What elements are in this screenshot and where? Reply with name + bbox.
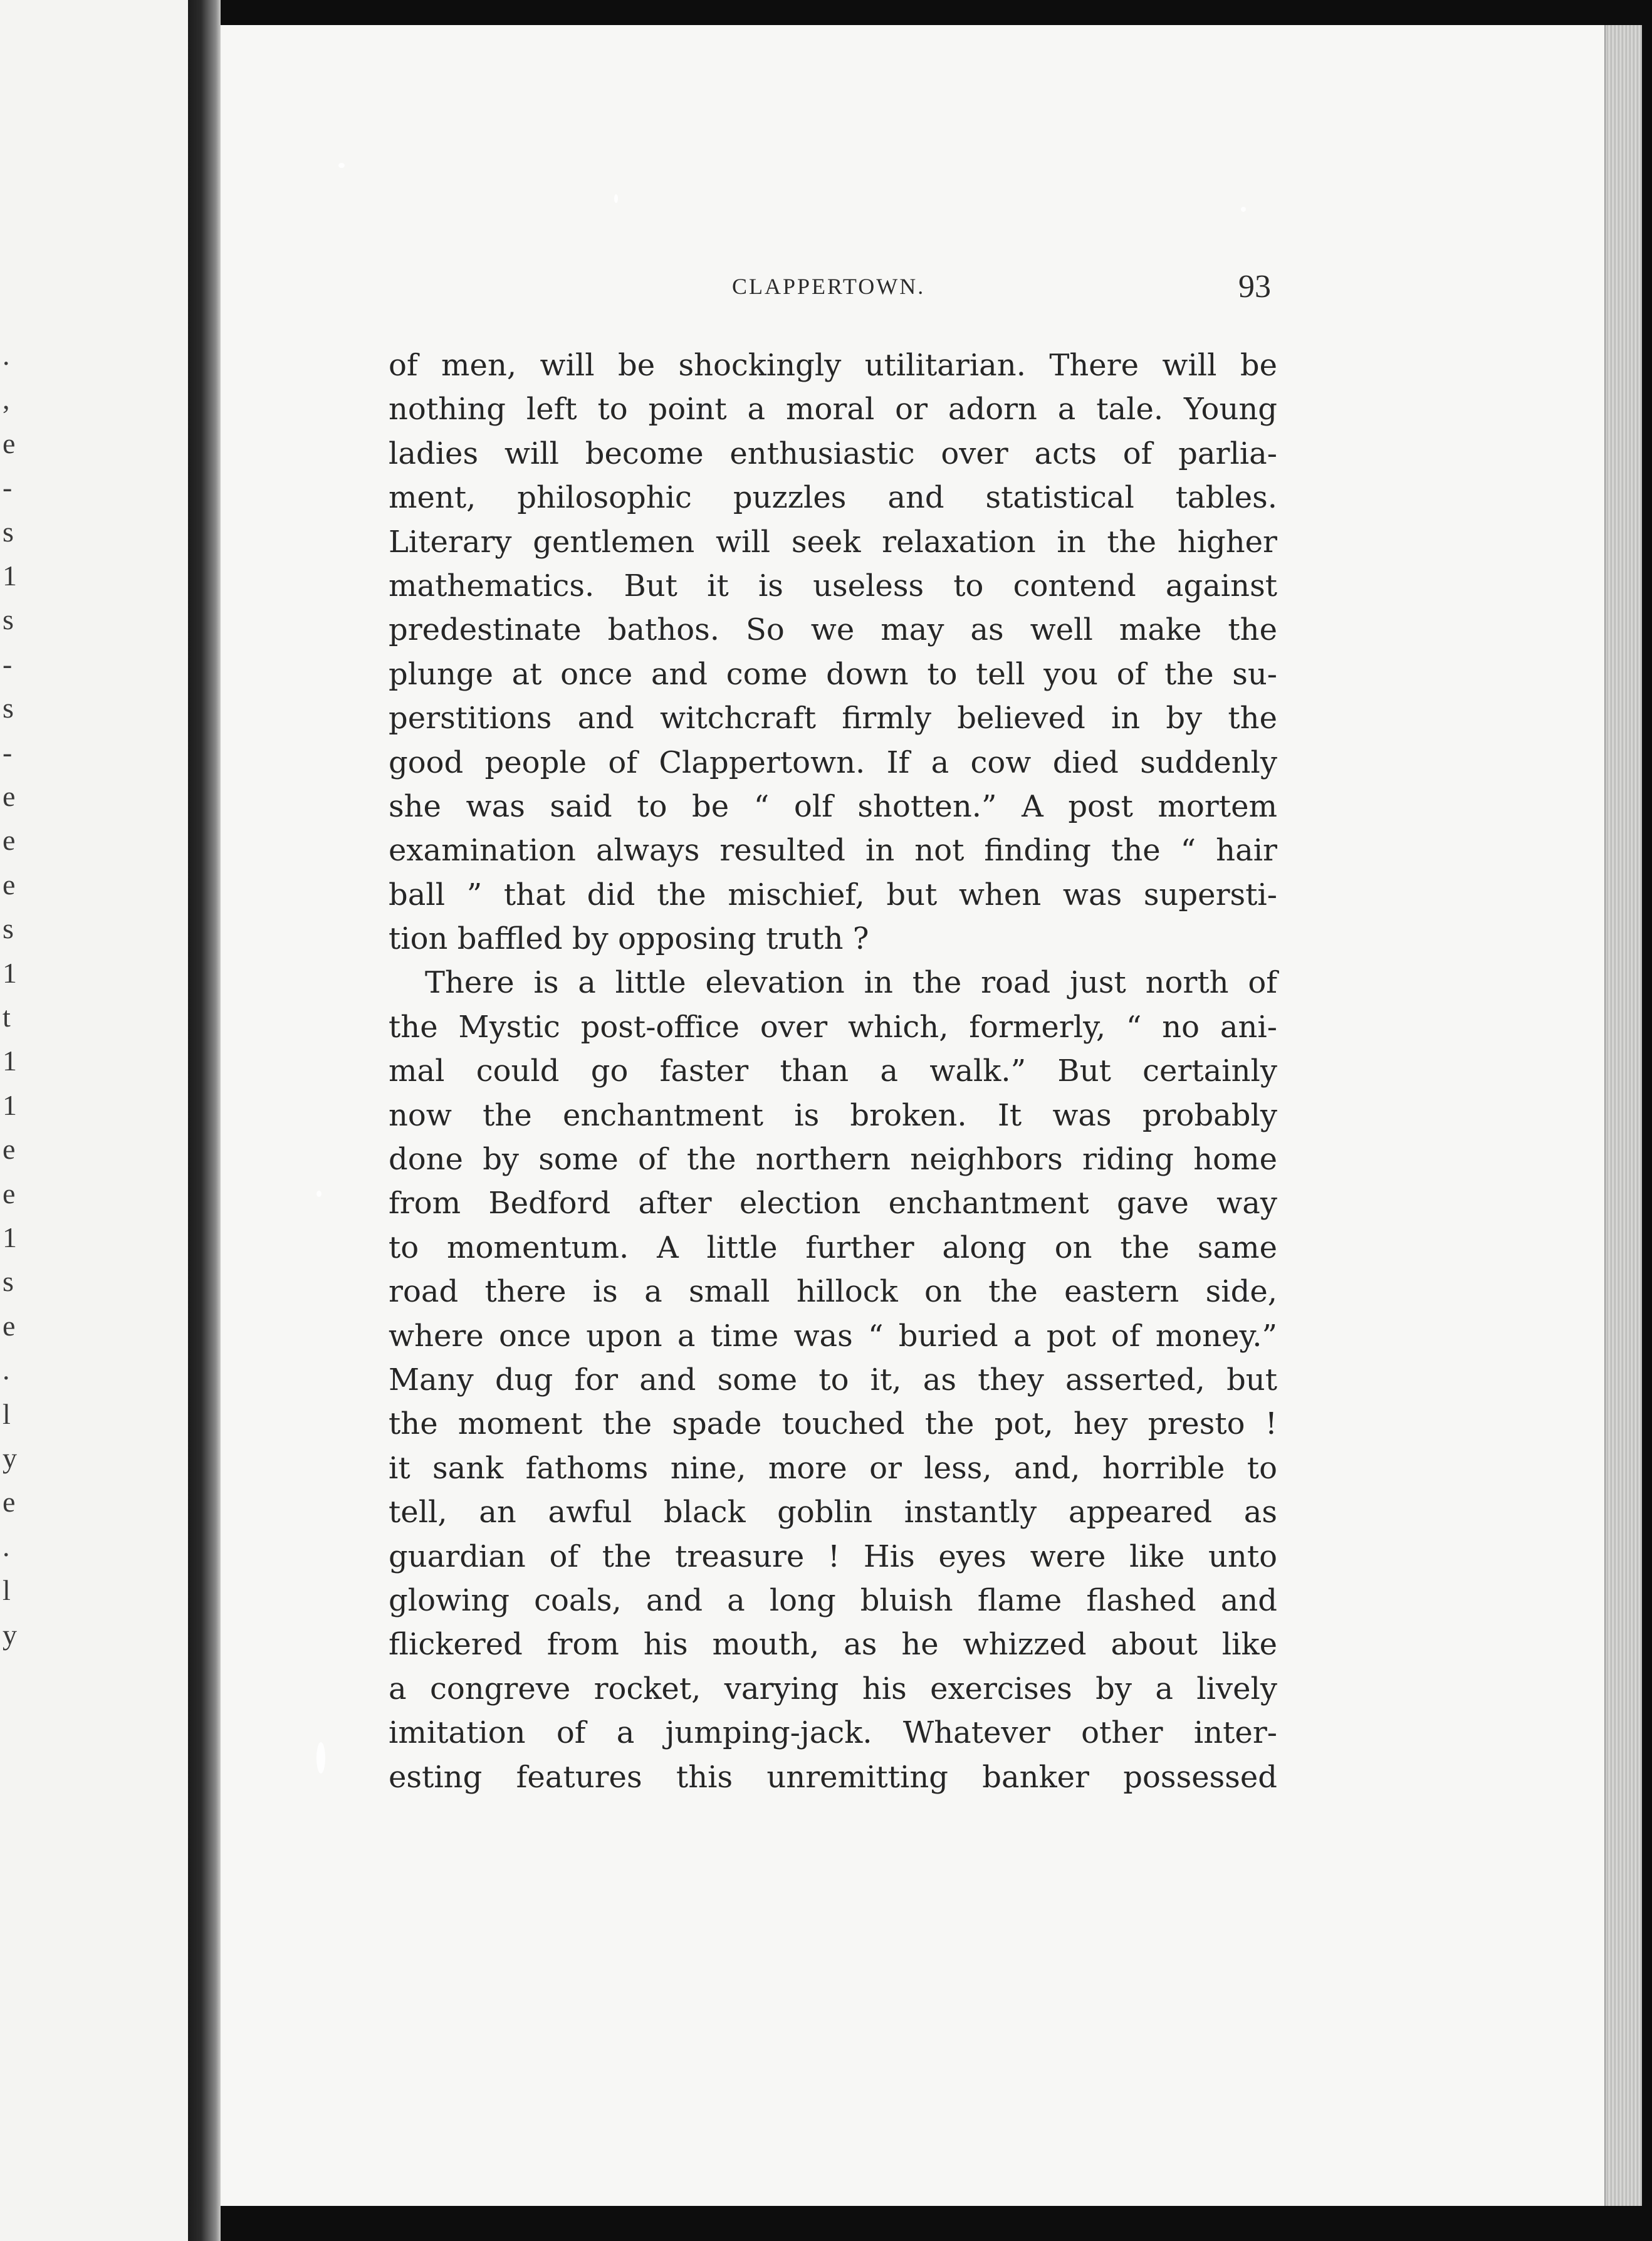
text-line: good people of Clappertown. If a cow died suddenly — [389, 744, 1277, 780]
text-line: esting features this unremitting banker possessed — [389, 1759, 1277, 1795]
left-margin-fragment: s — [3, 603, 14, 636]
text-line: the Mystic post-office over which, formerly, “ no ani- — [389, 1009, 1277, 1045]
left-page-margin-fragments — [0, 0, 188, 2241]
text-line: it sank fathoms nine, more or less, and, horrible to — [389, 1450, 1277, 1486]
text-line: done by some of the northern neighbors riding home — [389, 1142, 1277, 1178]
left-margin-fragment: 1 — [3, 956, 17, 989]
text-line: predestinate bathos. So we may as well make the — [389, 612, 1277, 648]
left-margin-fragment: e — [3, 1177, 16, 1209]
left-margin-fragment: s — [3, 912, 14, 945]
left-margin-fragment: . — [3, 339, 10, 371]
page-number: 93 — [1238, 269, 1271, 305]
text-line: where once upon a time was “ buried a pot of money.” — [389, 1318, 1277, 1354]
left-margin-fragment: e — [3, 1133, 16, 1166]
left-margin-fragment: e — [3, 1309, 16, 1342]
text-line: imitation of a jumping-jack. Whatever other inter- — [389, 1715, 1277, 1751]
text-line: from Bedford after election enchantment gave way — [389, 1186, 1277, 1221]
left-margin-fragment: e — [3, 868, 16, 901]
text-line: road there is a small hillock on the eastern side, — [389, 1274, 1277, 1310]
text-line: now the enchantment is broken. It was probably — [389, 1097, 1277, 1133]
text-line: tell, an awful black goblin instantly appeared as — [389, 1495, 1277, 1530]
text-line: tion baffled by opposing truth ? — [389, 921, 869, 957]
text-line: mal could go faster than a walk.” But certainly — [389, 1053, 1277, 1089]
left-margin-fragment: s — [3, 1265, 14, 1298]
left-margin-fragment: l — [3, 1574, 11, 1607]
text-line: ball ” that did the mischief, but when was supersti- — [389, 877, 1277, 912]
left-margin-fragment: 1 — [3, 1221, 17, 1253]
text-line: a congreve rocket, varying his exercises by a lively — [389, 1671, 1277, 1706]
text-line: the moment the spade touched the pot, hey presto ! — [389, 1406, 1277, 1442]
left-margin-fragment: y — [3, 1442, 17, 1474]
left-margin-fragment: l — [3, 1397, 11, 1430]
text-line: glowing coals, and a long bluish flame flashed and — [389, 1582, 1277, 1618]
left-margin-fragment: t — [3, 1001, 11, 1033]
text-line: mathematics. But it is useless to contend against — [389, 568, 1277, 603]
text-line: ladies will become enthusiastic over acts of parlia- — [389, 436, 1277, 471]
left-margin-fragment: - — [3, 736, 13, 768]
left-margin-fragment: y — [3, 1618, 17, 1651]
text-line: she was said to be “ olf shotten.” A post mortem — [389, 788, 1277, 824]
text-line: plunge at once and come down to tell you of the su- — [389, 656, 1277, 692]
left-margin-fragment: s — [3, 692, 14, 724]
body-text — [389, 343, 1277, 1799]
running-head: CLAPPERTOWN. — [732, 274, 926, 299]
left-margin-fragment: - — [3, 647, 13, 680]
text-line: ment, philosophic puzzles and statistical tables. — [389, 480, 1277, 516]
text-line: perstitions and witchcraft firmly believed in by the — [389, 701, 1277, 736]
left-margin-fragment: e — [3, 824, 16, 857]
text-line: to momentum. A little further along on the same — [389, 1230, 1277, 1265]
text-line: examination always resulted in not finding the “ hair — [389, 833, 1277, 869]
left-margin-fragment: e — [3, 427, 16, 459]
left-margin-fragment: 1 — [3, 1089, 17, 1121]
left-margin-fragment: - — [3, 471, 13, 504]
text-line: nothing left to point a moral or adorn a tale. Young — [389, 392, 1277, 427]
text-line: Literary gentlemen will seek relaxation in the higher — [389, 524, 1277, 560]
left-margin-fragment: e — [3, 780, 16, 812]
left-margin-fragment: . — [3, 1530, 10, 1562]
left-margin-fragment: , — [3, 383, 10, 415]
text-line: guardian of the treasure ! His eyes were like unto — [389, 1538, 1277, 1574]
left-margin-fragment: e — [3, 1486, 16, 1518]
text-line: Many dug for and some to it, as they asserted, but — [389, 1362, 1277, 1397]
text-line: There is a little elevation in the road just north of — [425, 965, 1277, 1001]
text-line: of men, will be shockingly utilitarian. There will be — [389, 348, 1277, 383]
left-margin-fragment: s — [3, 515, 14, 548]
left-margin-fragment: 1 — [3, 560, 17, 592]
left-margin-fragment: . — [3, 1354, 10, 1386]
page-block-edges — [1606, 25, 1642, 2206]
left-margin-fragment: 1 — [3, 1045, 17, 1077]
text-line: flickered from his mouth, as he whizzed about like — [389, 1627, 1277, 1663]
book-gutter — [188, 0, 221, 2241]
